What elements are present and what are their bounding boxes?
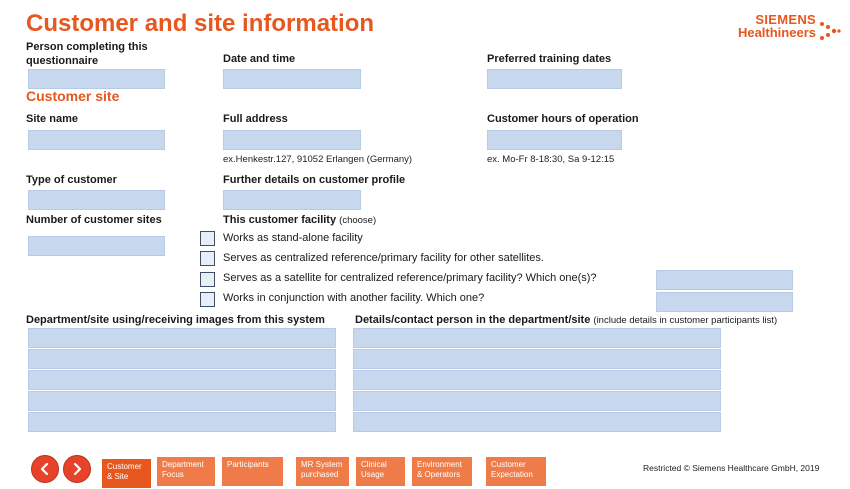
number-of-sites-field[interactable]	[28, 236, 165, 256]
tab-customer-site[interactable]	[102, 459, 151, 488]
tab-department-focus-line1: Department	[162, 460, 204, 469]
further-details-field[interactable]	[223, 190, 361, 210]
department-row-4[interactable]	[28, 391, 336, 411]
further-details-label: Further details on customer profile	[223, 174, 406, 186]
type-of-customer-field[interactable]	[28, 190, 165, 210]
centralized-option-label: Serves as centralized reference/primary facility for other satellites.	[223, 252, 544, 264]
satellite-checkbox[interactable]	[200, 272, 215, 287]
tab-customer-site-line2: & Site	[107, 472, 129, 481]
tab-customer-expectation-line2: Expectation	[491, 470, 533, 479]
tab-department-focus[interactable]	[157, 457, 215, 486]
customer-site-heading: Customer site	[26, 88, 120, 104]
person-completing-field[interactable]	[28, 69, 165, 89]
facility-label	[223, 213, 376, 228]
conjunction-option-label: Works in conjunction with another facility. Which one?	[223, 292, 485, 304]
contact-person-label-text: Details/contact person in the department/site	[355, 314, 591, 326]
previous-button[interactable]	[31, 455, 59, 483]
tab-participants-line1: Participants	[227, 460, 269, 469]
hours-label: Customer hours of operation	[487, 113, 639, 125]
satellite-which-field[interactable]	[656, 270, 793, 290]
contact-row-3[interactable]	[353, 370, 721, 390]
full-address-field[interactable]	[223, 130, 361, 150]
department-row-3[interactable]	[28, 370, 336, 390]
page-title: Customer and site information	[26, 10, 375, 37]
conjunction-checkbox[interactable]	[200, 292, 215, 307]
tab-customer-expectation[interactable]	[486, 457, 546, 486]
number-of-sites-label: Number of customer sites	[26, 214, 162, 226]
contact-row-5[interactable]	[353, 412, 721, 432]
standalone-option-label: Works as stand-alone facility	[223, 232, 363, 244]
contact-person-label	[355, 313, 777, 328]
tab-department-focus-line2: Focus	[162, 470, 184, 479]
site-name-label: Site name	[26, 113, 78, 125]
training-dates-field[interactable]	[487, 69, 622, 89]
contact-row-4[interactable]	[353, 391, 721, 411]
date-time-field[interactable]	[223, 69, 361, 89]
centralized-checkbox[interactable]	[200, 251, 215, 266]
conjunction-which-field[interactable]	[656, 292, 793, 312]
site-name-field[interactable]	[28, 130, 165, 150]
department-row-5[interactable]	[28, 412, 336, 432]
logo-dots-icon	[818, 20, 842, 42]
satellite-option-label: Serves as a satellite for centralized reference/primary facility? Which one(s)?	[223, 272, 597, 284]
type-of-customer-label: Type of customer	[26, 174, 117, 186]
logo-line1: SIEMENS	[755, 12, 816, 27]
hours-hint: ex. Mo-Fr 8-18:30, Sa 9-12:15	[487, 154, 615, 165]
person-completing-label: Person completing this questionnaire	[26, 41, 148, 67]
tab-clinical-usage[interactable]	[356, 457, 405, 486]
logo-line2: Healthineers	[737, 25, 816, 40]
contact-row-1[interactable]	[353, 328, 721, 348]
full-address-label: Full address	[223, 113, 288, 125]
siemens-healthineers-logo	[728, 12, 844, 42]
chevron-right-icon	[70, 462, 84, 476]
facility-note: (choose)	[339, 215, 377, 226]
tab-participants[interactable]	[222, 457, 283, 486]
copyright-text: Restricted © Siemens Healthcare GmbH, 2019	[643, 463, 820, 473]
tab-environment-operators-line1: Environment	[417, 460, 462, 469]
facility-label-text: This customer facility	[223, 214, 337, 226]
tab-environment-operators-line2: & Operators	[417, 470, 461, 479]
tab-customer-site-line1: Customer	[107, 462, 142, 471]
tab-mr-system-line2: purchased	[301, 470, 339, 479]
tab-customer-expectation-line1: Customer	[491, 460, 526, 469]
tab-environment-operators[interactable]	[412, 457, 472, 486]
tab-clinical-usage-line1: Clinical	[361, 460, 387, 469]
date-time-label: Date and time	[223, 53, 296, 65]
contact-person-note: (include details in customer participants list)	[593, 315, 778, 326]
full-address-hint: ex.Henkestr.127, 91052 Erlangen (Germany)	[223, 154, 413, 165]
next-button[interactable]	[63, 455, 91, 483]
tab-clinical-usage-line2: Usage	[361, 470, 385, 479]
tab-mr-system[interactable]	[296, 457, 349, 486]
department-row-1[interactable]	[28, 328, 336, 348]
department-row-2[interactable]	[28, 349, 336, 369]
contact-row-2[interactable]	[353, 349, 721, 369]
chevron-left-icon	[38, 462, 52, 476]
department-label: Department/site using/receiving images from this system	[26, 314, 325, 326]
training-dates-label: Preferred training dates	[487, 53, 612, 65]
hours-field[interactable]	[487, 130, 622, 150]
tab-mr-system-line1: MR System	[301, 460, 343, 469]
standalone-checkbox[interactable]	[200, 231, 215, 246]
